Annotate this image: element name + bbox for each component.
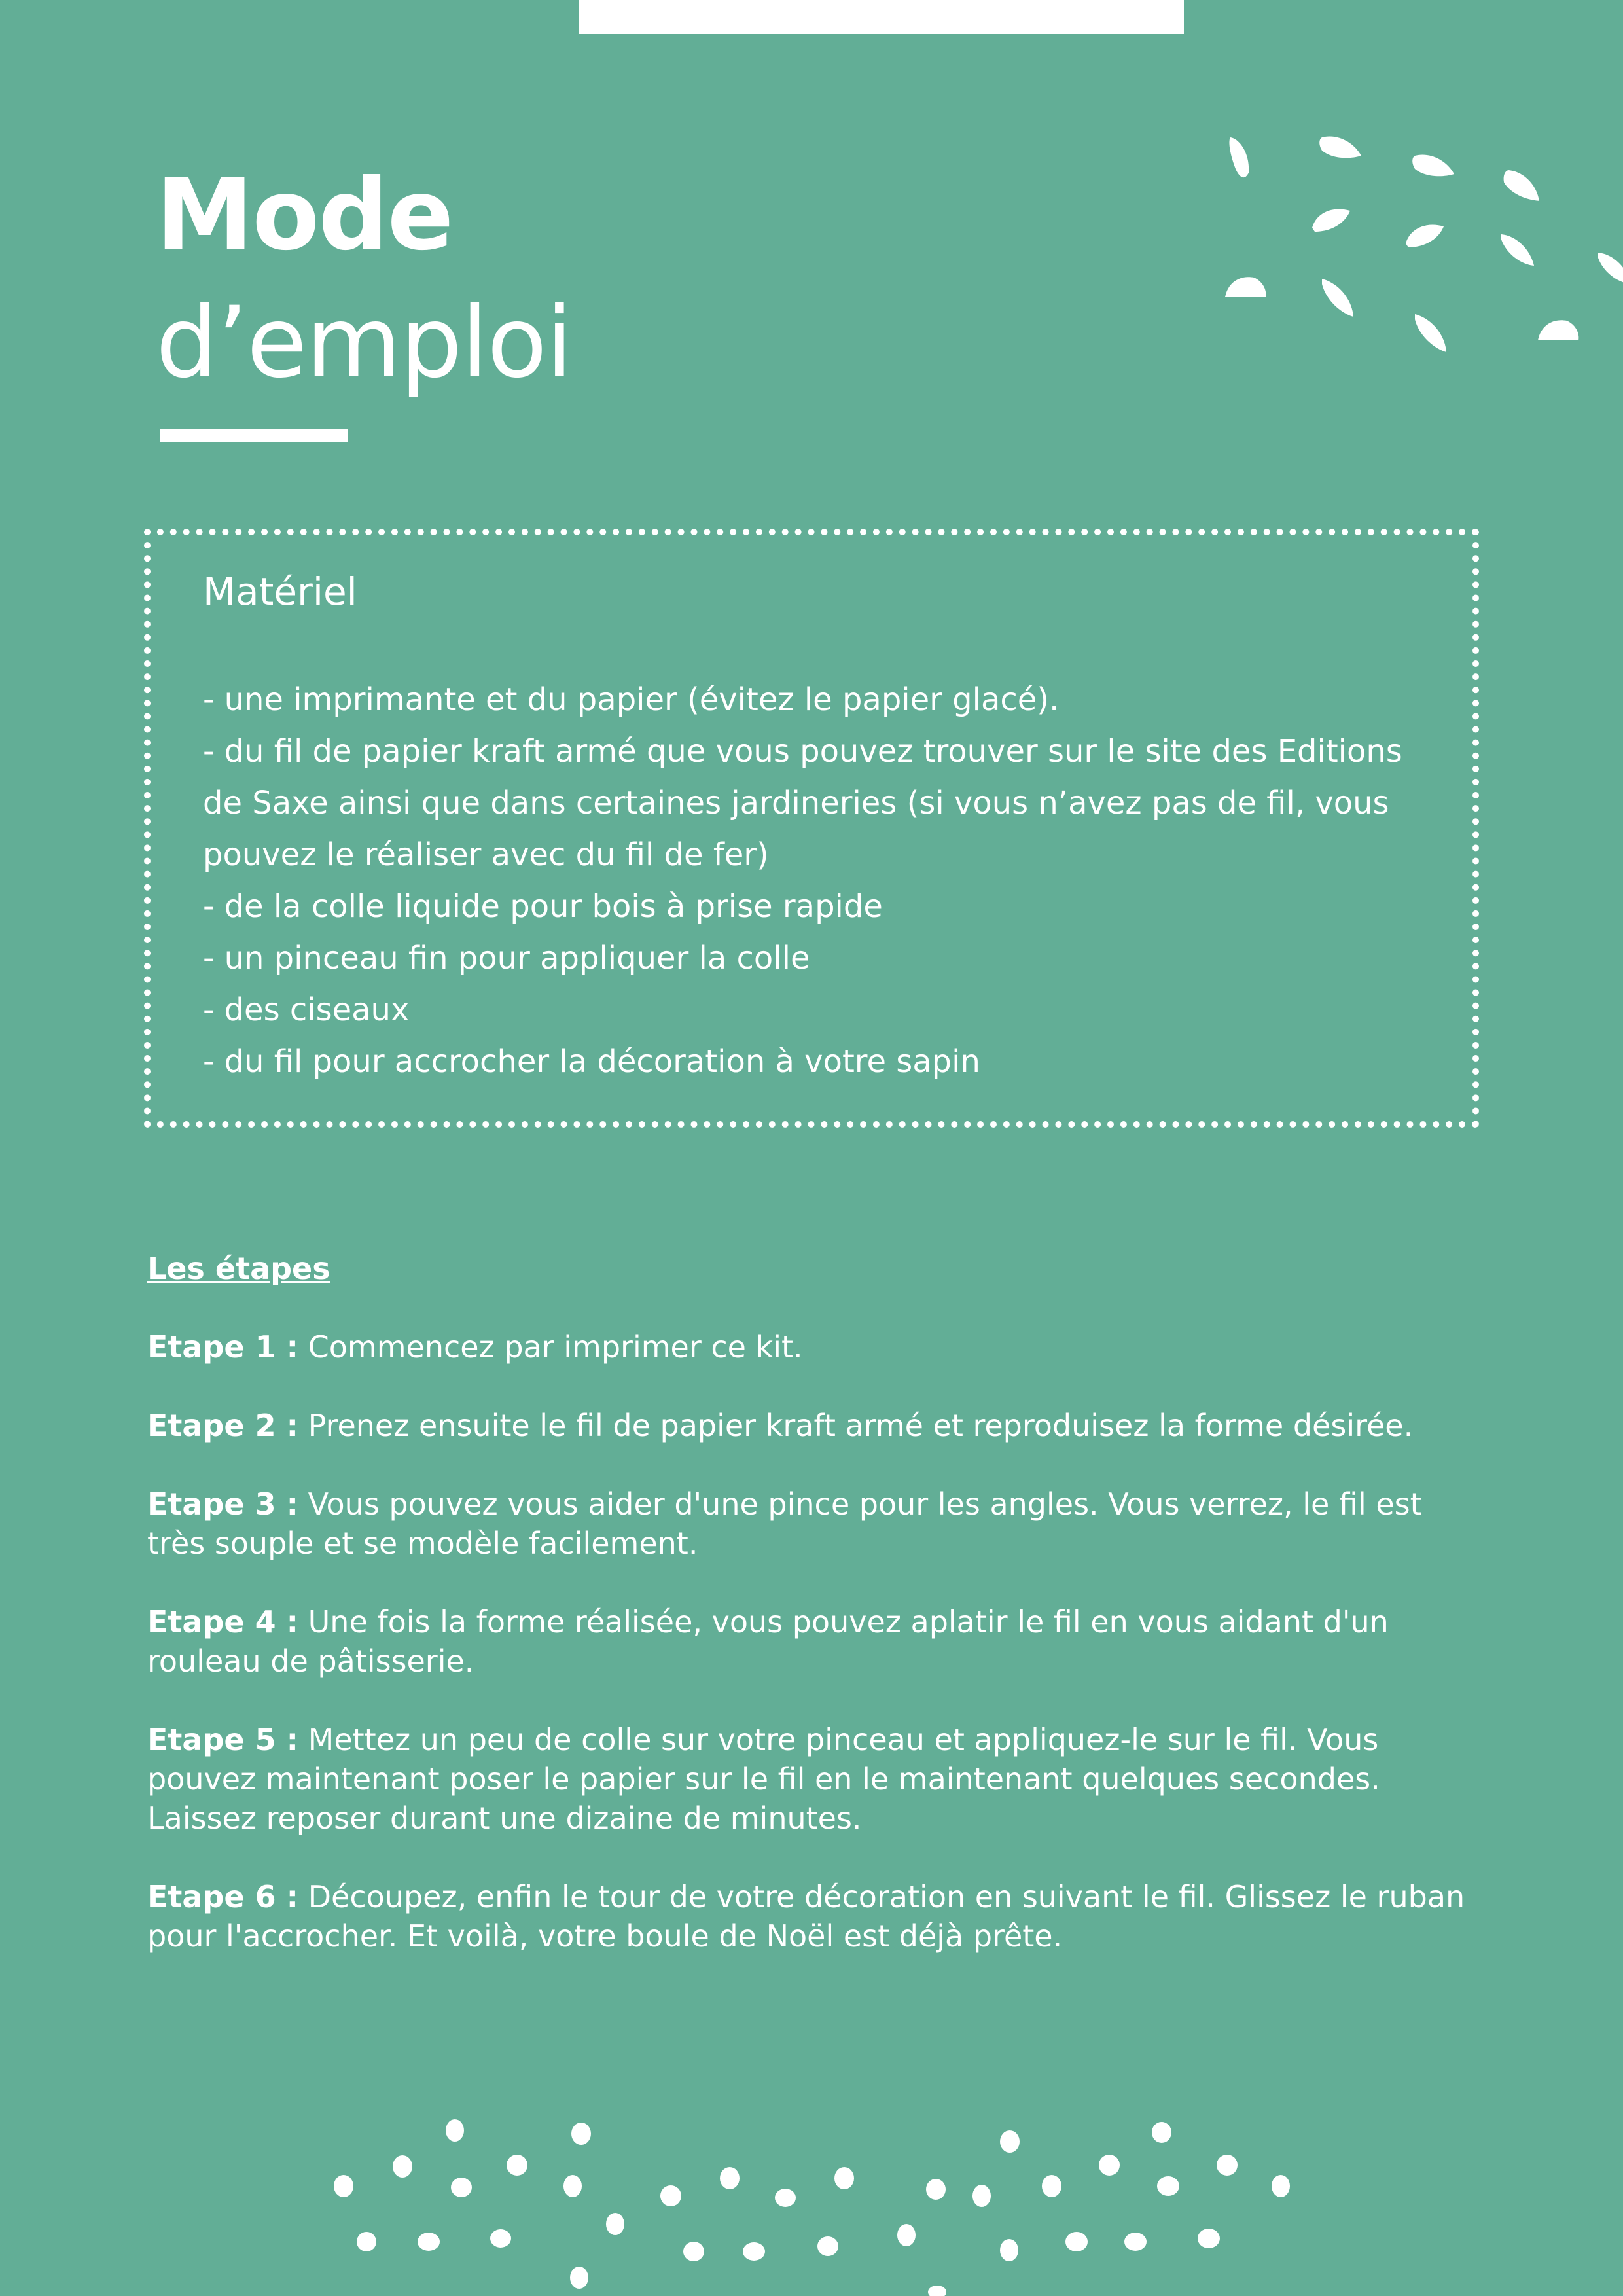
step-text: Commencez par imprimer ce kit.: [298, 1329, 803, 1365]
materiel-item: - une imprimante et du papier (évitez le papier glacé).: [203, 681, 1060, 718]
step-3: [147, 1484, 1482, 1563]
step-label: Etape 6 :: [147, 1879, 299, 1914]
step-4: [147, 1602, 1482, 1681]
step-text: Mettez un peu de colle sur votre pinceau et appliquez-le sur le fil. Vous pouvez maintenant poser le papier sur le fil en le maintenant quelques secondes. Laissez reposer durant une dizaine de minutes.: [147, 1722, 1380, 1836]
step-5: [147, 1720, 1482, 1838]
step-6: [147, 1877, 1482, 1956]
materiel-item: - du fil de papier kraft armé que vous pouvez trouver sur le site des Editions de Saxe ainsi que dans certaines jardineries (si vous n’avez pas de fil, vous pouvez le réaliser avec du fil de fer): [203, 733, 1402, 873]
step-label: Etape 3 :: [147, 1486, 299, 1522]
step-text: Prenez ensuite le fil de papier kraft armé et reproduisez la forme désirée.: [298, 1408, 1414, 1443]
step-label: Etape 2 :: [147, 1408, 299, 1443]
steps-heading: Les étapes: [147, 1251, 330, 1286]
step-label: Etape 1 :: [147, 1329, 299, 1365]
materiel-item: - un pinceau fin pour appliquer la colle: [203, 940, 810, 977]
dots-decoration: [314, 2108, 1322, 2296]
step-text: Découpez, enfin le tour de votre décoration en suivant le fil. Glissez le ruban pour l'accrocher. Et voilà, votre boule de Noël est déjà prête.: [147, 1879, 1465, 1954]
steps-section: [147, 1249, 1482, 1995]
materiel-box: [144, 529, 1479, 1128]
top-tab-decoration: [579, 0, 1184, 34]
title-line-1: Mode: [156, 158, 453, 272]
step-label: Etape 5 :: [147, 1722, 299, 1757]
step-label: Etape 4 :: [147, 1604, 299, 1640]
title-underline: [160, 429, 348, 442]
materiel-heading: Matériel: [203, 569, 357, 614]
page-title: [156, 152, 572, 407]
materiel-item: - des ciseaux: [203, 992, 410, 1028]
materiel-item: - de la colle liquide pour bois à prise rapide: [203, 888, 883, 925]
step-text: Une fois la forme réalisée, vous pouvez aplatir le fil en vous aidant d'un rouleau de pâtisserie.: [147, 1604, 1389, 1679]
step-2: [147, 1406, 1482, 1445]
step-text: Vous pouvez vous aider d'une pince pour les angles. Vous verrez, le fil est très souple et se modèle facilement.: [147, 1486, 1422, 1561]
step-1: [147, 1327, 1482, 1367]
title-line-2: d’emploi: [156, 286, 572, 400]
materiel-item: - du fil pour accrocher la décoration à votre sapin: [203, 1043, 980, 1080]
petals-decoration: [1211, 124, 1623, 360]
materiel-list: [203, 674, 1446, 1088]
